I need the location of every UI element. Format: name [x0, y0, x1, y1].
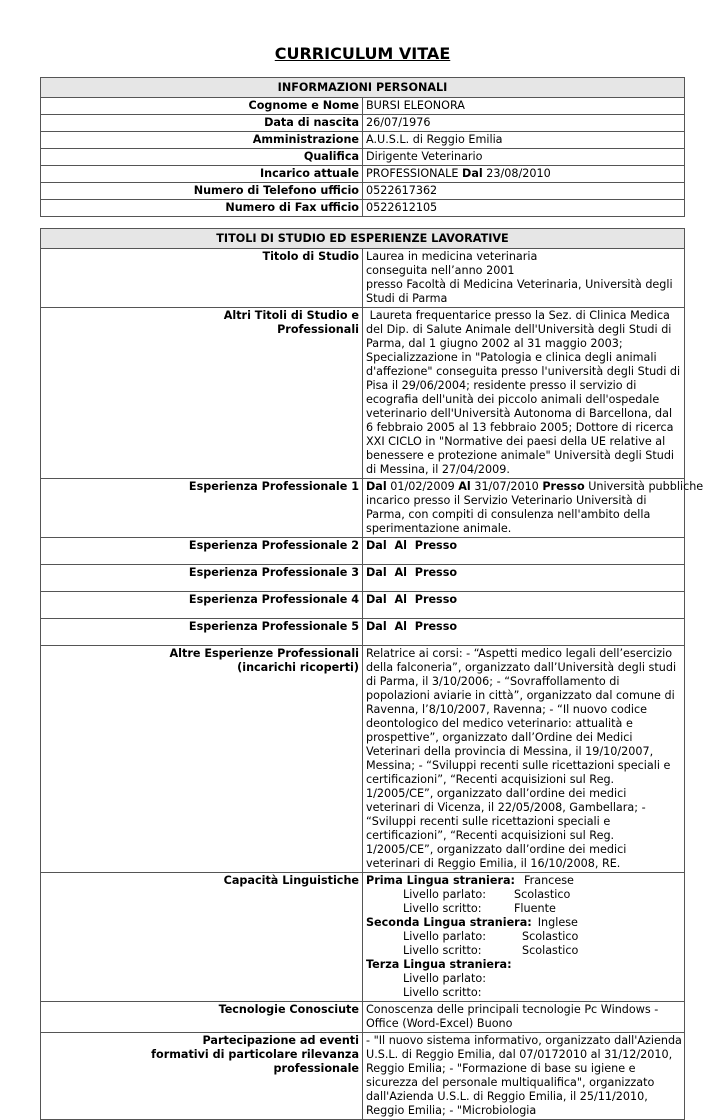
second-language-value: Inglese — [537, 916, 578, 929]
table-row — [41, 249, 685, 308]
table-row — [41, 619, 685, 646]
table-row — [41, 1002, 685, 1033]
spoken-level-label: Livello parlato: — [403, 888, 486, 901]
second-language-label: Seconda Lingua straniera: — [366, 916, 532, 929]
written-level-label: Livello scritto: — [403, 944, 482, 957]
first-language-value: Francese — [524, 874, 574, 887]
field-label: Amministrazione — [41, 132, 363, 149]
empty-experience: Dal Al Presso — [366, 566, 458, 579]
al-keyword: Al — [458, 480, 471, 493]
presso-keyword: Presso — [542, 480, 585, 493]
education-experience-table — [40, 228, 704, 1120]
table-row — [41, 873, 685, 1002]
field-label: Esperienza Professionale 1 — [41, 479, 363, 538]
field-value — [363, 249, 685, 308]
field-value: BURSI ELEONORA — [363, 98, 685, 115]
field-label: Numero di Fax ufficio — [41, 200, 363, 217]
field-label — [41, 1033, 363, 1120]
page-title: CURRICULUM VITAE — [274, 44, 451, 63]
experience-dates — [366, 480, 704, 494]
personal-info-table — [40, 77, 685, 217]
degree-year-line: conseguita nell’anno 2001 — [366, 264, 515, 277]
incarico-date: 23/08/2010 — [482, 167, 551, 180]
field-label: Incarico attuale — [41, 166, 363, 183]
first-language-label: Prima Lingua straniera: — [366, 874, 515, 887]
field-value — [363, 479, 704, 538]
spoken-level-label: Livello parlato: — [403, 930, 486, 943]
written-level-label: Livello scritto: — [403, 986, 482, 999]
table-row — [41, 592, 685, 619]
written-level-value: Fluente — [514, 902, 556, 915]
degree-university-line: presso Facoltà di Medicina Veterinaria, Università degli Studi di Parma — [366, 278, 673, 305]
field-value: A.U.S.L. di Reggio Emilia — [363, 132, 685, 149]
table-row — [41, 98, 685, 115]
field-value: Relatrice ai corsi: - “Aspetti medico legali dell’esercizio della falconeria”, organizzato dall’Università degli studi di Parma, il 3/10/2006; - “Sovraffollamento di popolazioni aviarie in città”, organizzato dal comune di Ravenna, l’8/10/2007, Ravenna; - “Il nuovo codice deontologico del medico veterinario: attualità e prospettive”, organizzato dall’Ordine dei Medici Veterinari della provincia di Messina, il 19/10/2007, Messina; - “Sviluppi recenti sulle ricettazioni speciali e certificazioni”, “Recenti acquisizioni sul Reg. 1/2005/CE”, organizzato dall’ordine dei medici veterinari di Vicenza, il 22/05/2008, Gambellara; - “Sviluppi recenti sulle ricettazioni speciali e certificazioni”, “Recenti acquisizioni sul Reg. 1/2005/CE”, organizzato dall’ordine dei medici veterinari di Reggio Emilia, il 16/10/2008, RE. — [363, 646, 685, 873]
label-line: professionale — [273, 1062, 359, 1075]
field-value: 0522612105 — [363, 200, 685, 217]
field-label — [41, 308, 363, 479]
label-line: Altre Esperienze Professionali — [169, 647, 359, 660]
label-line: Professionali — [277, 323, 359, 336]
incarico-type: PROFESSIONALE — [366, 167, 463, 180]
field-label: Esperienza Professionale 3 — [41, 565, 363, 592]
education-header: TITOLI DI STUDIO ED ESPERIENZE LAVORATIVE — [41, 229, 685, 249]
empty-experience: Dal Al Presso — [366, 620, 458, 633]
field-label — [41, 646, 363, 873]
empty-experience: Dal Al Presso — [366, 539, 458, 552]
spoken-level-value: Scolastico — [514, 888, 571, 901]
degree-line: Laurea in medicina veterinaria — [366, 250, 538, 263]
spoken-level-value: Scolastico — [522, 930, 579, 943]
experience-detail: incarico presso il Servizio Veterinario Università di Parma, con compiti di consulenza nell'ambito della sperimentazione animale. — [366, 494, 651, 535]
spoken-level-label: Livello parlato: — [403, 972, 486, 985]
field-label: Esperienza Professionale 5 — [41, 619, 363, 646]
table-row — [41, 538, 685, 565]
table-row — [41, 115, 685, 132]
field-value: Dirigente Veterinario — [363, 149, 685, 166]
written-level-value: Scolastico — [522, 944, 579, 957]
field-label: Capacità Linguistiche — [41, 873, 363, 1002]
field-value — [363, 565, 685, 592]
label-line: Altri Titoli di Studio e — [223, 309, 359, 322]
employer: Università pubbliche — [584, 480, 704, 493]
field-value — [363, 538, 685, 565]
field-label: Titolo di Studio — [41, 249, 363, 308]
field-label: Numero di Telefono ufficio — [41, 183, 363, 200]
table-row — [41, 308, 685, 479]
dal-keyword: Dal — [462, 167, 483, 180]
table-row — [41, 166, 685, 183]
table-row — [41, 479, 685, 538]
field-value — [363, 166, 685, 183]
field-value: Conoscenza delle principali tecnologie Pc Windows - Office (Word-Excel) Buono — [363, 1002, 685, 1033]
field-label: Data di nascita — [41, 115, 363, 132]
end-date: 31/07/2010 — [470, 480, 543, 493]
table-row — [41, 149, 685, 166]
table-row — [41, 565, 685, 592]
field-value — [363, 873, 685, 1002]
empty-experience: Dal Al Presso — [366, 593, 458, 606]
field-label: Tecnologie Conosciute — [41, 1002, 363, 1033]
personal-info-header: INFORMAZIONI PERSONALI — [41, 78, 685, 98]
table-row — [41, 646, 685, 873]
dal-keyword: Dal — [366, 480, 387, 493]
field-value: - "Il nuovo sistema informativo, organizzato dall'Azienda U.S.L. di Reggio Emilia, dal 07/0172010 al 31/12/2010, Reggio Emilia; - "Formazione di base su igiene e sicurezza del personale multiqualifica", organizzato dall'Azienda U.S.L. di Reggio Emilia, il 25/11/2010, Reggio Emilia; - "Microbiologia — [363, 1033, 685, 1120]
field-value: 26/07/1976 — [363, 115, 685, 132]
start-date: 01/02/2009 — [386, 480, 459, 493]
label-line: (incarichi ricoperti) — [237, 661, 359, 674]
label-line: Partecipazione ad eventi — [202, 1034, 359, 1047]
field-label: Cognome e Nome — [41, 98, 363, 115]
field-label: Esperienza Professionale 4 — [41, 592, 363, 619]
field-value — [363, 619, 685, 646]
table-row — [41, 1033, 685, 1120]
field-value: Laureta frequentarice presso la Sez. di Clinica Medica del Dip. di Salute Animale dell'Università degli Studi di Parma, dal 1 giugno 2002 al 31 maggio 2003; Specializzazione in "Patologia e clinica degli animali d'affezione" conseguita presso l'università degli Studi di Pisa il 29/06/2004; residente presso il servizio di ecografia dell'unità dei piccolo animali dell'ospedale veterinario dell'Università Autonoma di Barcellona, dal 6 febbraio 2005 al 13 febbraio 2005; Dottore di ricerca XXI CICLO in "Normative dei paesi della UE relative al benessere e protezione animale" Università degli Studi di Messina, il 27/04/2009. — [363, 308, 685, 479]
field-label: Esperienza Professionale 2 — [41, 538, 363, 565]
field-label: Qualifica — [41, 149, 363, 166]
field-value — [363, 592, 685, 619]
table-row — [41, 200, 685, 217]
table-row — [41, 183, 685, 200]
written-level-label: Livello scritto: — [403, 902, 482, 915]
third-language-label: Terza Lingua straniera: — [366, 958, 512, 971]
label-line: formativi di particolare rilevanza — [151, 1048, 359, 1061]
field-value: 0522617362 — [363, 183, 685, 200]
table-row — [41, 132, 685, 149]
